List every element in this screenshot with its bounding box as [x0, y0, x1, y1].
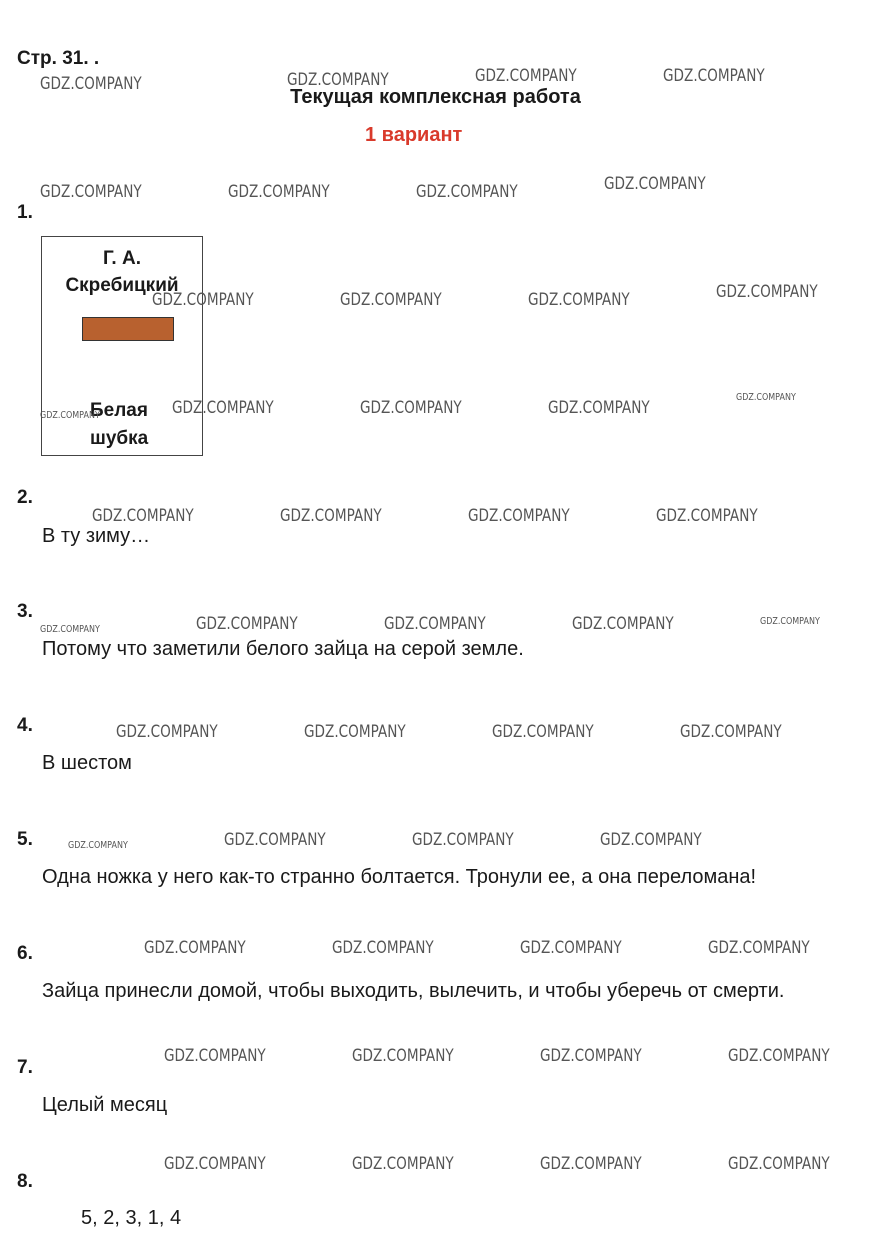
book-author-surname: Скребицкий [65, 275, 179, 296]
item-number-8: 8. [17, 1171, 33, 1192]
watermark: GDZ.COMPANY [164, 1046, 266, 1066]
watermark: GDZ.COMPANY [116, 722, 218, 742]
item-answer-5: Одна ножка у него как-то странно болтается. Тронули ее, а она переломана! [42, 866, 757, 888]
item-number-4: 4. [17, 715, 33, 736]
watermark: GDZ.COMPANY [760, 616, 820, 627]
watermark: GDZ.COMPANY [412, 830, 514, 850]
watermark: GDZ.COMPANY [540, 1046, 642, 1066]
watermark: GDZ.COMPANY [384, 614, 486, 634]
watermark: GDZ.COMPANY [40, 410, 100, 421]
watermark: GDZ.COMPANY [716, 282, 818, 302]
item-answer-3: Потому что заметили белого зайца на серой земле. [42, 638, 524, 660]
page-reference: Стр. 31. . [17, 48, 100, 69]
item-number-2: 2. [17, 487, 33, 508]
watermark: GDZ.COMPANY [528, 290, 630, 310]
watermark: GDZ.COMPANY [152, 290, 254, 310]
watermark: GDZ.COMPANY [352, 1046, 454, 1066]
watermark: GDZ.COMPANY [728, 1154, 830, 1174]
watermark: GDZ.COMPANY [728, 1046, 830, 1066]
watermark: GDZ.COMPANY [680, 722, 782, 742]
book-title-line-2: шубка [90, 428, 149, 449]
item-number-1: 1. [17, 202, 33, 223]
watermark: GDZ.COMPANY [304, 722, 406, 742]
item-answer-7: Целый месяц [42, 1094, 168, 1116]
watermark: GDZ.COMPANY [144, 938, 246, 958]
watermark: GDZ.COMPANY [656, 506, 758, 526]
watermark: GDZ.COMPANY [548, 398, 650, 418]
watermark: GDZ.COMPANY [604, 174, 706, 194]
watermark: GDZ.COMPANY [332, 938, 434, 958]
item-answer-2: В ту зиму… [42, 525, 151, 547]
watermark: GDZ.COMPANY [416, 182, 518, 202]
watermark: GDZ.COMPANY [492, 722, 594, 742]
watermark: GDZ.COMPANY [287, 70, 389, 90]
watermark: GDZ.COMPANY [92, 506, 194, 526]
watermark: GDZ.COMPANY [68, 840, 128, 851]
watermark: GDZ.COMPANY [40, 74, 142, 94]
watermark: GDZ.COMPANY [164, 1154, 266, 1174]
item-number-5: 5. [17, 829, 33, 850]
item-number-7: 7. [17, 1057, 33, 1078]
book-author-initials: Г. А. [103, 248, 141, 269]
watermark: GDZ.COMPANY [736, 392, 796, 403]
watermark: GDZ.COMPANY [172, 398, 274, 418]
book-title-line-1: Белая [90, 400, 148, 421]
watermark: GDZ.COMPANY [352, 1154, 454, 1174]
watermark: GDZ.COMPANY [600, 830, 702, 850]
watermark: GDZ.COMPANY [224, 830, 326, 850]
watermark: GDZ.COMPANY [468, 506, 570, 526]
watermark: GDZ.COMPANY [340, 290, 442, 310]
watermark: GDZ.COMPANY [663, 66, 765, 86]
item-number-3: 3. [17, 601, 33, 622]
variant-label: 1 вариант [365, 124, 463, 146]
item-answer-6: Зайца принесли домой, чтобы выходить, вылечить, и чтобы уберечь от смерти. [42, 980, 785, 1002]
watermark: GDZ.COMPANY [708, 938, 810, 958]
watermark: GDZ.COMPANY [520, 938, 622, 958]
watermark: GDZ.COMPANY [475, 66, 577, 86]
watermark: GDZ.COMPANY [40, 624, 100, 635]
book-stripe [82, 317, 174, 341]
watermark: GDZ.COMPANY [40, 182, 142, 202]
watermark: GDZ.COMPANY [196, 614, 298, 634]
item-answer-4: В шестом [42, 752, 132, 774]
watermark: GDZ.COMPANY [228, 182, 330, 202]
watermark: GDZ.COMPANY [360, 398, 462, 418]
watermark: GDZ.COMPANY [280, 506, 382, 526]
book-title [90, 397, 148, 453]
book-cover [41, 236, 203, 456]
page-title: Текущая комплексная работа [290, 86, 581, 108]
watermark: GDZ.COMPANY [572, 614, 674, 634]
item-answer-8: 5, 2, 3, 1, 4 [81, 1207, 182, 1229]
item-number-6: 6. [17, 943, 33, 964]
watermark: GDZ.COMPANY [540, 1154, 642, 1174]
